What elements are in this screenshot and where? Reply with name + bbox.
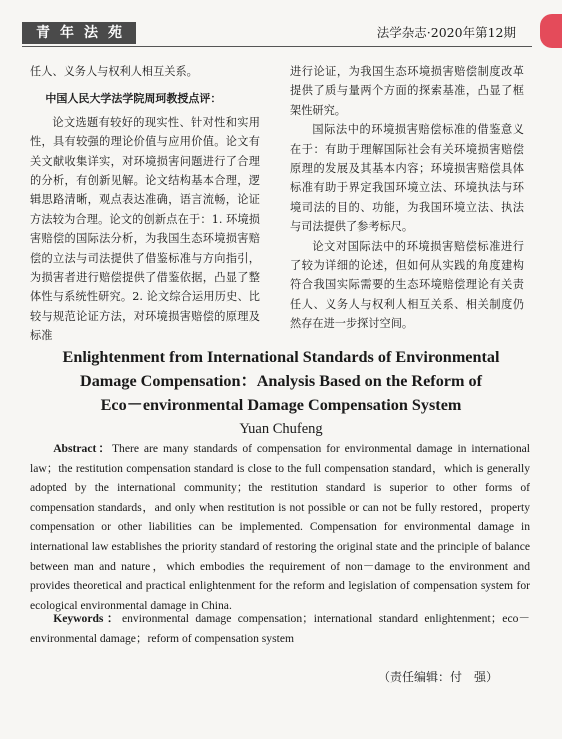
abstract-label: Abstract： [53, 442, 112, 455]
right-column [290, 62, 524, 334]
keywords-label: Keywords： [53, 612, 122, 625]
keywords-text: environmental damage compensation；international standard enlightenment；eco－environmental damage；reform of compensation system [30, 612, 530, 645]
responsible-editor: （责任编辑：付 强） [377, 670, 498, 684]
right-paragraph-1: 进行论证，为我国生态环境损害赔偿制度改革提供了质与量两个方面的探索基准，凸显了框架性研究。 [290, 65, 524, 117]
english-author: Yuan Chufeng [239, 421, 323, 437]
reviewer-heading: 中国人民大学法学院周珂教授点评： [45, 92, 222, 106]
abstract-text: There are many standards of compensation for environmental damage in international law；the restitution compensation standard is close to the full compensation standard，which is generally adopted by the international community；the restitution standard is superior to other forms of compensation standards，and only when restitution is not possible or can not be fully restored，property compensation or other liabilities can be implemented. Compensation for environmental damage in international law establishes the priority standard of restoring the original state and the principle of balance between man and nature，which embodies the requirement of non－damage to the environment and provides theoretical and practical enlightenment for the reform and legislation of compensation system for ecological environmental damage in China. [30, 442, 530, 612]
corner-tab-decoration [540, 14, 562, 48]
right-paragraph-3: 论文对国际法中的环境损害赔偿标准进行了较为详细的论述，但如何从实践的角度建构符合我国实际需要的生态环境赔偿理论有关责任人、义务人与权利人相互关系、相关制度仍然存在进一步探讨空间。 [290, 239, 524, 331]
section-header: 青年法苑 [22, 22, 136, 44]
header-divider [22, 46, 532, 47]
english-title-line: Eco－environmental Damage Compensation System [100, 396, 462, 414]
review-text: 论文选题有较好的现实性、针对性和实用性，具有较强的理论价值与应用价值。论文有关文献收集详实，对环境损害问题进行了合理的分析，有创新见解。论文结构基本合理，逻辑思路清晰，观点表达准确，语言流畅，论证方法较为合理。论文的创新点在于：1. 环境损害赔偿的国际法分析，为我国生态环境损害赔偿的立法与司法提供了借鉴标准与方向指引，为损害者进行赔偿提供了借鉴依据，凸显了整体性与系统性研究。2. 论文综合运用历史、比较与规范论证方法，对环境损害赔偿的原理及标准 [30, 115, 260, 343]
english-title-line: Enlightenment from International Standards of Environmental [62, 348, 500, 366]
carry-over-text: 任人、义务人与权利人相互关系。 [30, 65, 198, 78]
english-abstract [30, 439, 530, 615]
left-column [30, 62, 260, 346]
english-keywords [30, 609, 530, 648]
english-title [30, 345, 532, 417]
english-title-line: Damage Compensation：Analysis Based on the Reform of [80, 372, 482, 390]
journal-issue-info: 法学杂志·2020年第12期 [376, 25, 516, 40]
right-paragraph-2: 国际法中的环境损害赔偿标准的借鉴意义在于：有助于理解国际社会有关环境损害赔偿原理的发展及其基本内容；环境损害赔偿具体标准有助于界定我国环境立法、环境执法与环境司法的目的、功能，为我国环境立法、执法与司法提供了参考标尺。 [290, 123, 524, 234]
